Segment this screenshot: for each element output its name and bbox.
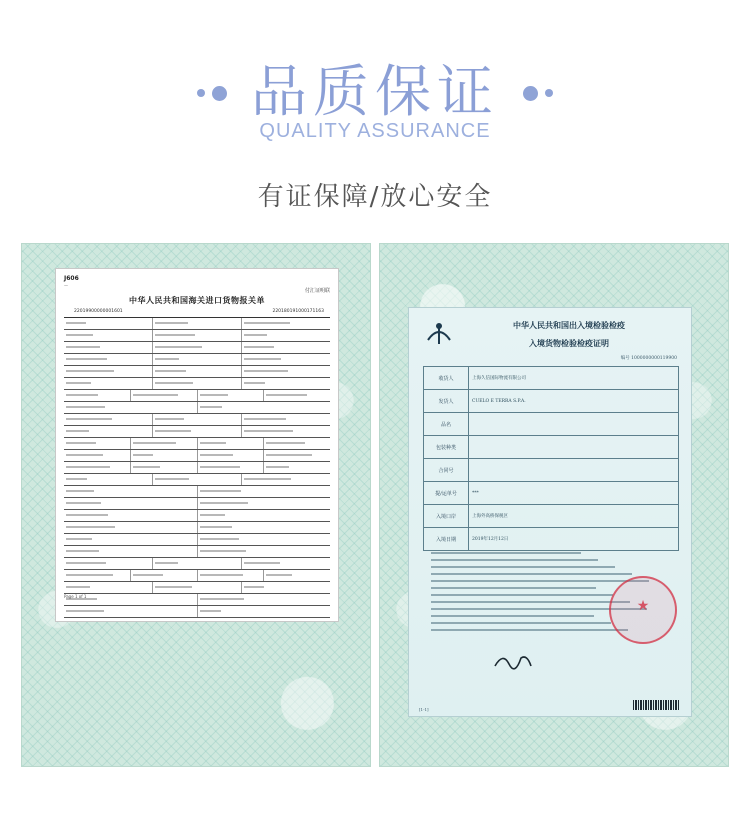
declaration-table-cell xyxy=(198,534,331,545)
declaration-table-cell xyxy=(242,558,330,569)
declaration-table-row xyxy=(64,486,330,498)
certificate-table-row xyxy=(424,528,678,550)
declaration-table-cell xyxy=(198,402,331,413)
declaration-table-cell xyxy=(153,354,242,365)
declaration-table-cell xyxy=(242,354,330,365)
text-placeholder-line xyxy=(155,586,192,588)
text-placeholder-line xyxy=(66,514,108,516)
text-placeholder-line xyxy=(66,538,92,540)
declaration-table-row xyxy=(64,534,330,546)
text-placeholder-line xyxy=(155,478,189,480)
certificate-title-line2: 入境货物检验检疫证明 xyxy=(529,338,609,348)
text-placeholder-line xyxy=(200,538,239,540)
certificate-row-label: 品名 xyxy=(424,413,469,435)
declaration-table-cell xyxy=(242,582,330,593)
certificate-table-row xyxy=(424,459,678,482)
text-placeholder-line xyxy=(431,615,594,617)
declaration-meta: — xyxy=(64,283,68,288)
declaration-table-cell xyxy=(64,462,131,473)
certificate-number: 编号 1000000000119900 xyxy=(620,356,677,361)
declaration-table-cell xyxy=(198,438,265,449)
declaration-table-row xyxy=(64,582,330,594)
certificate-row-value xyxy=(469,413,678,435)
declaration-table-row xyxy=(64,522,330,534)
certificate-footer: [1-1] xyxy=(419,707,429,712)
declaration-table-row xyxy=(64,414,330,426)
declaration-table-row xyxy=(64,426,330,438)
declaration-table-cell xyxy=(198,486,331,497)
text-placeholder-line xyxy=(200,526,232,528)
declaration-table-row xyxy=(64,546,330,558)
text-placeholder-line xyxy=(431,587,596,589)
text-placeholder-line xyxy=(244,586,264,588)
large-dot-icon xyxy=(523,86,538,101)
small-dot-icon xyxy=(197,89,205,97)
declaration-table-cell xyxy=(64,450,131,461)
declaration-table-cell xyxy=(64,522,198,533)
declaration-table-cell xyxy=(264,570,330,581)
certificate-title-line1: 中华人民共和国出入境检验检疫 xyxy=(513,320,625,330)
declaration-table-cell xyxy=(198,510,331,521)
certificate-row-value xyxy=(469,436,678,458)
text-placeholder-line xyxy=(66,562,106,564)
declaration-table-cell xyxy=(153,474,242,485)
text-placeholder-line xyxy=(244,418,286,420)
text-placeholder-line xyxy=(266,574,292,576)
text-placeholder-line xyxy=(155,430,191,432)
declaration-table-cell xyxy=(64,426,153,437)
declaration-table-cell xyxy=(242,378,330,389)
declaration-table-cell xyxy=(64,342,153,353)
declaration-table-cell xyxy=(64,414,153,425)
declaration-title: 中华人民共和国海关进口货物报关单 xyxy=(129,296,265,305)
text-placeholder-line xyxy=(66,454,103,456)
text-placeholder-line xyxy=(133,466,160,468)
declaration-table-row xyxy=(64,330,330,342)
declaration-table-cell xyxy=(131,450,198,461)
declaration-table-cell xyxy=(264,462,330,473)
text-placeholder-line xyxy=(200,598,244,600)
declaration-copy-label: 付汇证明联 xyxy=(304,288,330,294)
text-placeholder-line xyxy=(155,562,178,564)
declaration-table-cell xyxy=(153,582,242,593)
declaration-table-row xyxy=(64,402,330,414)
text-placeholder-line xyxy=(155,382,193,384)
certificate-row-label: 合同号 xyxy=(424,459,469,481)
text-placeholder-line xyxy=(431,622,611,624)
declaration-table-cell xyxy=(198,546,331,557)
text-placeholder-line xyxy=(431,566,615,568)
text-placeholder-line xyxy=(66,370,114,372)
certificate-table-row xyxy=(424,390,678,413)
declaration-table-cell xyxy=(198,390,265,401)
text-placeholder-line xyxy=(266,442,305,444)
declaration-table-cell xyxy=(198,522,331,533)
text-placeholder-line xyxy=(133,394,178,396)
entry-no: 220180191000171163 xyxy=(272,309,324,314)
declaration-table-cell xyxy=(264,438,330,449)
text-placeholder-line xyxy=(200,466,240,468)
text-placeholder-line xyxy=(66,502,101,504)
text-placeholder-line xyxy=(133,574,163,576)
declaration-table-row xyxy=(64,462,330,474)
declaration-table-cell xyxy=(242,474,330,485)
declaration-table-cell xyxy=(64,390,131,401)
small-dot-icon xyxy=(545,89,553,97)
declaration-table-cell xyxy=(131,570,198,581)
text-placeholder-line xyxy=(155,370,186,372)
declaration-table-cell xyxy=(64,402,198,413)
declaration-table-row xyxy=(64,498,330,510)
text-placeholder-line xyxy=(155,322,188,324)
declaration-table xyxy=(64,317,330,618)
text-placeholder-line xyxy=(431,552,581,554)
declaration-table-row xyxy=(64,342,330,354)
text-placeholder-line xyxy=(244,430,293,432)
text-placeholder-line xyxy=(155,418,184,420)
text-placeholder-line xyxy=(66,586,90,588)
declaration-table-cell xyxy=(64,570,131,581)
declaration-table-cell xyxy=(153,342,242,353)
declaration-table-cell xyxy=(242,426,330,437)
customs-declaration-document xyxy=(55,268,339,622)
declaration-table-cell xyxy=(131,438,198,449)
text-placeholder-line xyxy=(66,610,104,612)
declaration-table-row xyxy=(64,378,330,390)
official-seal-stamp xyxy=(609,576,677,644)
declaration-table-row xyxy=(64,438,330,450)
text-placeholder-line xyxy=(244,322,290,324)
declaration-footer: Page 1 of 1 xyxy=(64,594,87,599)
text-placeholder-line xyxy=(266,394,307,396)
text-placeholder-line xyxy=(66,442,96,444)
signature-mark xyxy=(493,650,533,672)
text-placeholder-line xyxy=(266,454,312,456)
seal-star-icon: ★ xyxy=(636,598,650,614)
text-placeholder-line xyxy=(200,574,243,576)
text-placeholder-line xyxy=(244,334,267,336)
certificate-table-row xyxy=(424,505,678,528)
declaration-table-row xyxy=(64,594,330,606)
certificate-row-label: 入境口岸 xyxy=(424,505,469,527)
text-placeholder-line xyxy=(66,382,91,384)
text-placeholder-line xyxy=(431,601,630,603)
text-placeholder-line xyxy=(66,418,112,420)
text-placeholder-line xyxy=(66,322,86,324)
certificate-row-label: 提/运单号 xyxy=(424,482,469,504)
certificate-row-label: 包装种类 xyxy=(424,436,469,458)
text-placeholder-line xyxy=(66,574,113,576)
text-placeholder-line xyxy=(66,466,110,468)
text-placeholder-line xyxy=(133,454,153,456)
declaration-table-row xyxy=(64,570,330,582)
declaration-table-row xyxy=(64,366,330,378)
text-placeholder-line xyxy=(155,334,195,336)
declaration-table-cell xyxy=(198,498,331,509)
text-placeholder-line xyxy=(66,430,89,432)
text-placeholder-line xyxy=(431,573,632,575)
certificate-row-value xyxy=(469,459,678,481)
declaration-table-row xyxy=(64,318,330,330)
declaration-table-cell xyxy=(64,318,153,329)
declaration-table-cell xyxy=(198,594,331,605)
declaration-table-cell xyxy=(242,366,330,377)
declaration-table-cell xyxy=(264,450,330,461)
declaration-table-row xyxy=(64,606,330,618)
text-placeholder-line xyxy=(266,466,289,468)
section-title: 品质保证 xyxy=(251,60,499,125)
text-placeholder-line xyxy=(200,610,221,612)
declaration-table-cell xyxy=(242,414,330,425)
section-tagline: 有证保障/放心安全 xyxy=(257,182,493,212)
certificate-table-row xyxy=(424,436,678,459)
certificate-row-value: *** xyxy=(472,490,479,496)
declaration-table-cell xyxy=(153,366,242,377)
text-placeholder-line xyxy=(431,580,649,582)
declaration-table-cell xyxy=(198,570,265,581)
text-placeholder-line xyxy=(66,478,87,480)
text-placeholder-line xyxy=(66,394,98,396)
text-placeholder-line xyxy=(66,526,115,528)
text-placeholder-line xyxy=(200,406,222,408)
declaration-table-cell xyxy=(64,474,153,485)
declaration-table-cell xyxy=(64,534,198,545)
declaration-table-cell xyxy=(153,558,242,569)
text-placeholder-line xyxy=(200,454,233,456)
declaration-table-cell xyxy=(64,438,131,449)
text-placeholder-line xyxy=(244,382,265,384)
certificate-row-value: CUELO E TERRA S.P.A. xyxy=(472,398,526,404)
declaration-table-cell xyxy=(64,546,198,557)
customs-declaration-frame xyxy=(22,244,370,766)
barcode-icon xyxy=(633,700,679,710)
certificate-row-value: 上海外高桥保税区 xyxy=(472,514,508,519)
text-placeholder-line xyxy=(66,490,94,492)
text-placeholder-line xyxy=(66,358,107,360)
title-left-dots xyxy=(197,86,227,101)
text-placeholder-line xyxy=(133,442,176,444)
declaration-table-cell xyxy=(153,378,242,389)
certificate-row-label: 入境日期 xyxy=(424,528,469,550)
text-placeholder-line xyxy=(66,550,99,552)
text-placeholder-line xyxy=(244,562,280,564)
inspection-certificate-document xyxy=(408,307,692,717)
text-placeholder-line xyxy=(200,550,246,552)
text-placeholder-line xyxy=(155,358,179,360)
text-placeholder-line xyxy=(431,594,613,596)
declaration-table-cell xyxy=(198,606,331,617)
certificate-table-row xyxy=(424,367,678,390)
declaration-table-row xyxy=(64,558,330,570)
declaration-table-cell xyxy=(64,354,153,365)
text-placeholder-line xyxy=(200,490,241,492)
declaration-table-cell xyxy=(264,390,330,401)
declaration-table-cell xyxy=(64,378,153,389)
declaration-table-cell xyxy=(64,510,198,521)
certificate-row-value: 2019年12月12日 xyxy=(472,537,509,542)
declaration-table-cell xyxy=(64,582,153,593)
declaration-table-cell xyxy=(131,462,198,473)
large-dot-icon xyxy=(212,86,227,101)
certificate-row-label: 收货人 xyxy=(424,367,469,389)
declaration-table-row xyxy=(64,474,330,486)
declaration-no: 22019900000001601 xyxy=(74,309,123,314)
declaration-table-cell xyxy=(64,606,198,617)
declaration-table-cell xyxy=(153,318,242,329)
text-placeholder-line xyxy=(66,406,105,408)
certificate-row-label: 发货人 xyxy=(424,390,469,412)
declaration-table-cell xyxy=(64,366,153,377)
declaration-table-cell xyxy=(242,330,330,341)
text-placeholder-line xyxy=(200,442,226,444)
declaration-table-cell xyxy=(198,450,265,461)
declaration-code: J606 xyxy=(64,275,79,282)
declaration-table-row xyxy=(64,510,330,522)
declaration-table-cell xyxy=(131,390,198,401)
text-placeholder-line xyxy=(431,629,628,631)
text-placeholder-line xyxy=(155,346,202,348)
declaration-table-cell xyxy=(242,318,330,329)
declaration-table-row xyxy=(64,354,330,366)
certificate-table-row xyxy=(424,482,678,505)
declaration-table-cell xyxy=(64,486,198,497)
declaration-table-cell xyxy=(153,330,242,341)
text-placeholder-line xyxy=(200,514,225,516)
text-placeholder-line xyxy=(200,502,248,504)
text-placeholder-line xyxy=(66,334,93,336)
section-subtitle: QUALITY ASSURANCE xyxy=(259,120,491,142)
text-placeholder-line xyxy=(431,559,598,561)
declaration-table-cell xyxy=(64,558,153,569)
declaration-table-cell xyxy=(242,342,330,353)
declaration-numbers xyxy=(74,309,324,314)
text-placeholder-line xyxy=(244,478,291,480)
text-placeholder-line xyxy=(200,394,228,396)
title-row xyxy=(0,58,750,128)
declaration-table-row xyxy=(64,390,330,402)
title-right-dots xyxy=(523,86,553,101)
inspection-certificate-frame xyxy=(380,244,728,766)
certificate-row-value: 上海久信国际物流有限公司 xyxy=(472,376,526,381)
declaration-table-row xyxy=(64,450,330,462)
certificate-table xyxy=(423,366,679,551)
text-placeholder-line xyxy=(244,346,274,348)
declaration-table-cell xyxy=(153,414,242,425)
declaration-table-cell xyxy=(64,498,198,509)
text-placeholder-line xyxy=(66,346,100,348)
declaration-table-cell xyxy=(153,426,242,437)
certificate-table-row xyxy=(424,413,678,436)
text-placeholder-line xyxy=(244,358,281,360)
declaration-table-cell xyxy=(198,462,265,473)
text-placeholder-line xyxy=(244,370,288,372)
inspection-emblem-icon xyxy=(425,320,453,346)
declaration-table-cell xyxy=(64,330,153,341)
